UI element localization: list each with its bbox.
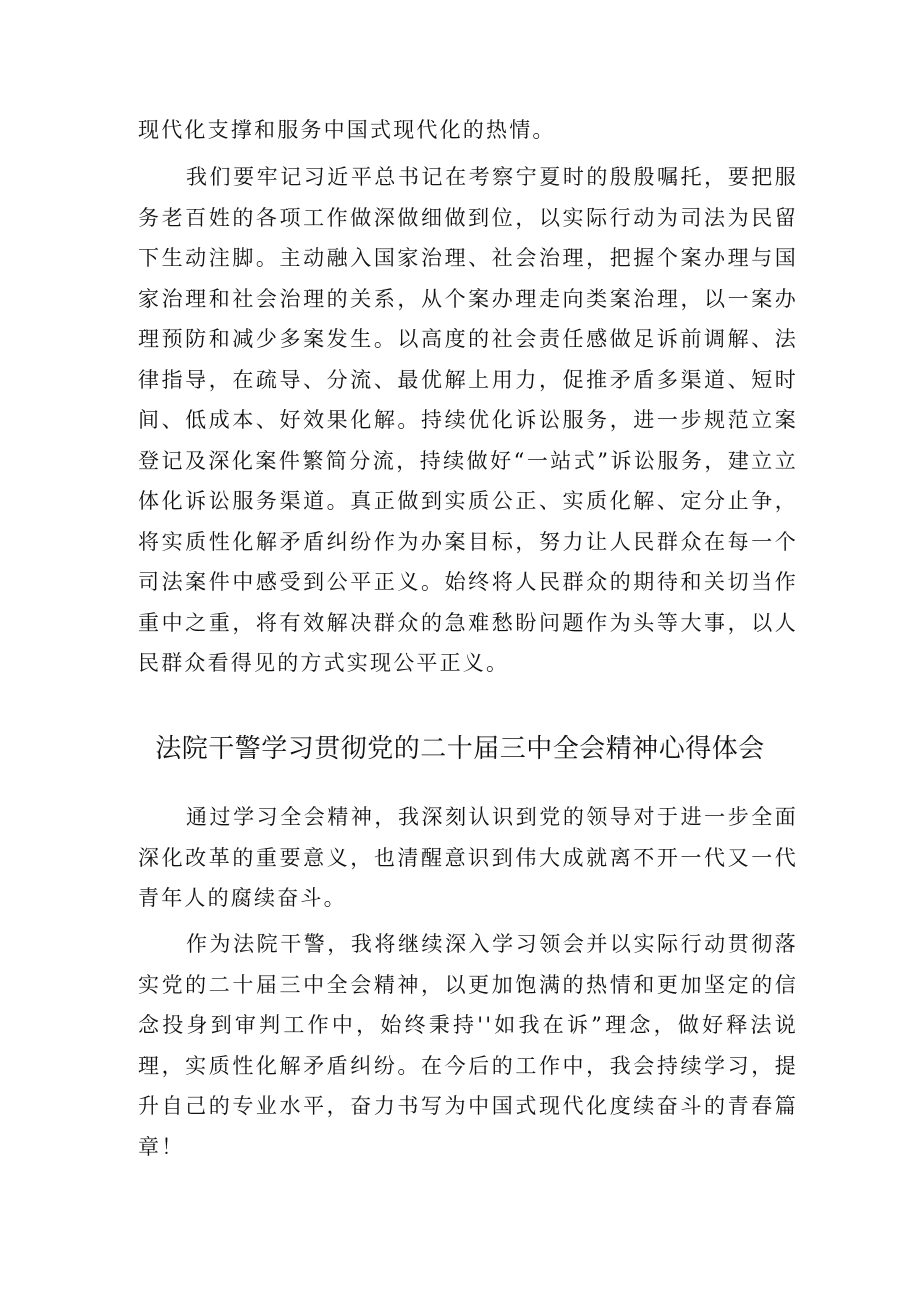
paragraph-continuation: 现代化支撑和服务中国式现代化的热情。 xyxy=(138,118,556,142)
paragraph-body: 作为法院干警，我将继续深入学习领会并以实际行动贯彻落实党的二十届三中全会精神，以更加饱满的热情和更加坚定的信念投身到审判工作中，始终秉持''如我在诉”理念，做好释法说理，实质性化解矛盾纠纷。在今后的工作中，我会持续学习，提升自己的专业水平，奋力书写为中国式现代化度续奋斗的青春篇章！ xyxy=(138,932,798,1159)
paragraph-body: 我们要牢记习近平总书记在考察宁夏时的殷殷嘱托，要把服务老百姓的各项工作做深做细做到位，以实际行动为司法为民留下生动注脚。主动融入国家治理、社会治理，把握个案办理与国家治理和社会治理的关系，从个案办理走向类案治理，以一案办理预防和减少多案发生。以高度的社会责任感做足诉前调解、法律指导，在疏导、分流、最优解上用力，促推矛盾多渠道、短时间、低成本、好效果化解。持续优化诉讼服务，进一步规范立案登记及深化案件繁简分流，持续做好“一站式”诉讼服务，建立立体化诉讼服务渠道。真正做到实质公正、实质化解、定分止争，将实质性化解矛盾纠纷作为办案目标，努力让人民群众在每一个司法案件中感受到公平正义。始终将人民群众的期待和关切当作重中之重，将有效解决群众的急难愁盼问题作为头等大事，以人民群众看得见的方式实现公平正义。 xyxy=(138,165,798,675)
paragraph-body: 通过学习全会精神，我深刻认识到党的领导对于进一步全面深化改革的重要意义，也清醒意识到伟大成就离不开一代又一代青年人的腐续奋斗。 xyxy=(138,805,798,910)
section-title: 法院干警学习贯彻党的二十届三中全会精神心得体会 xyxy=(155,734,765,764)
